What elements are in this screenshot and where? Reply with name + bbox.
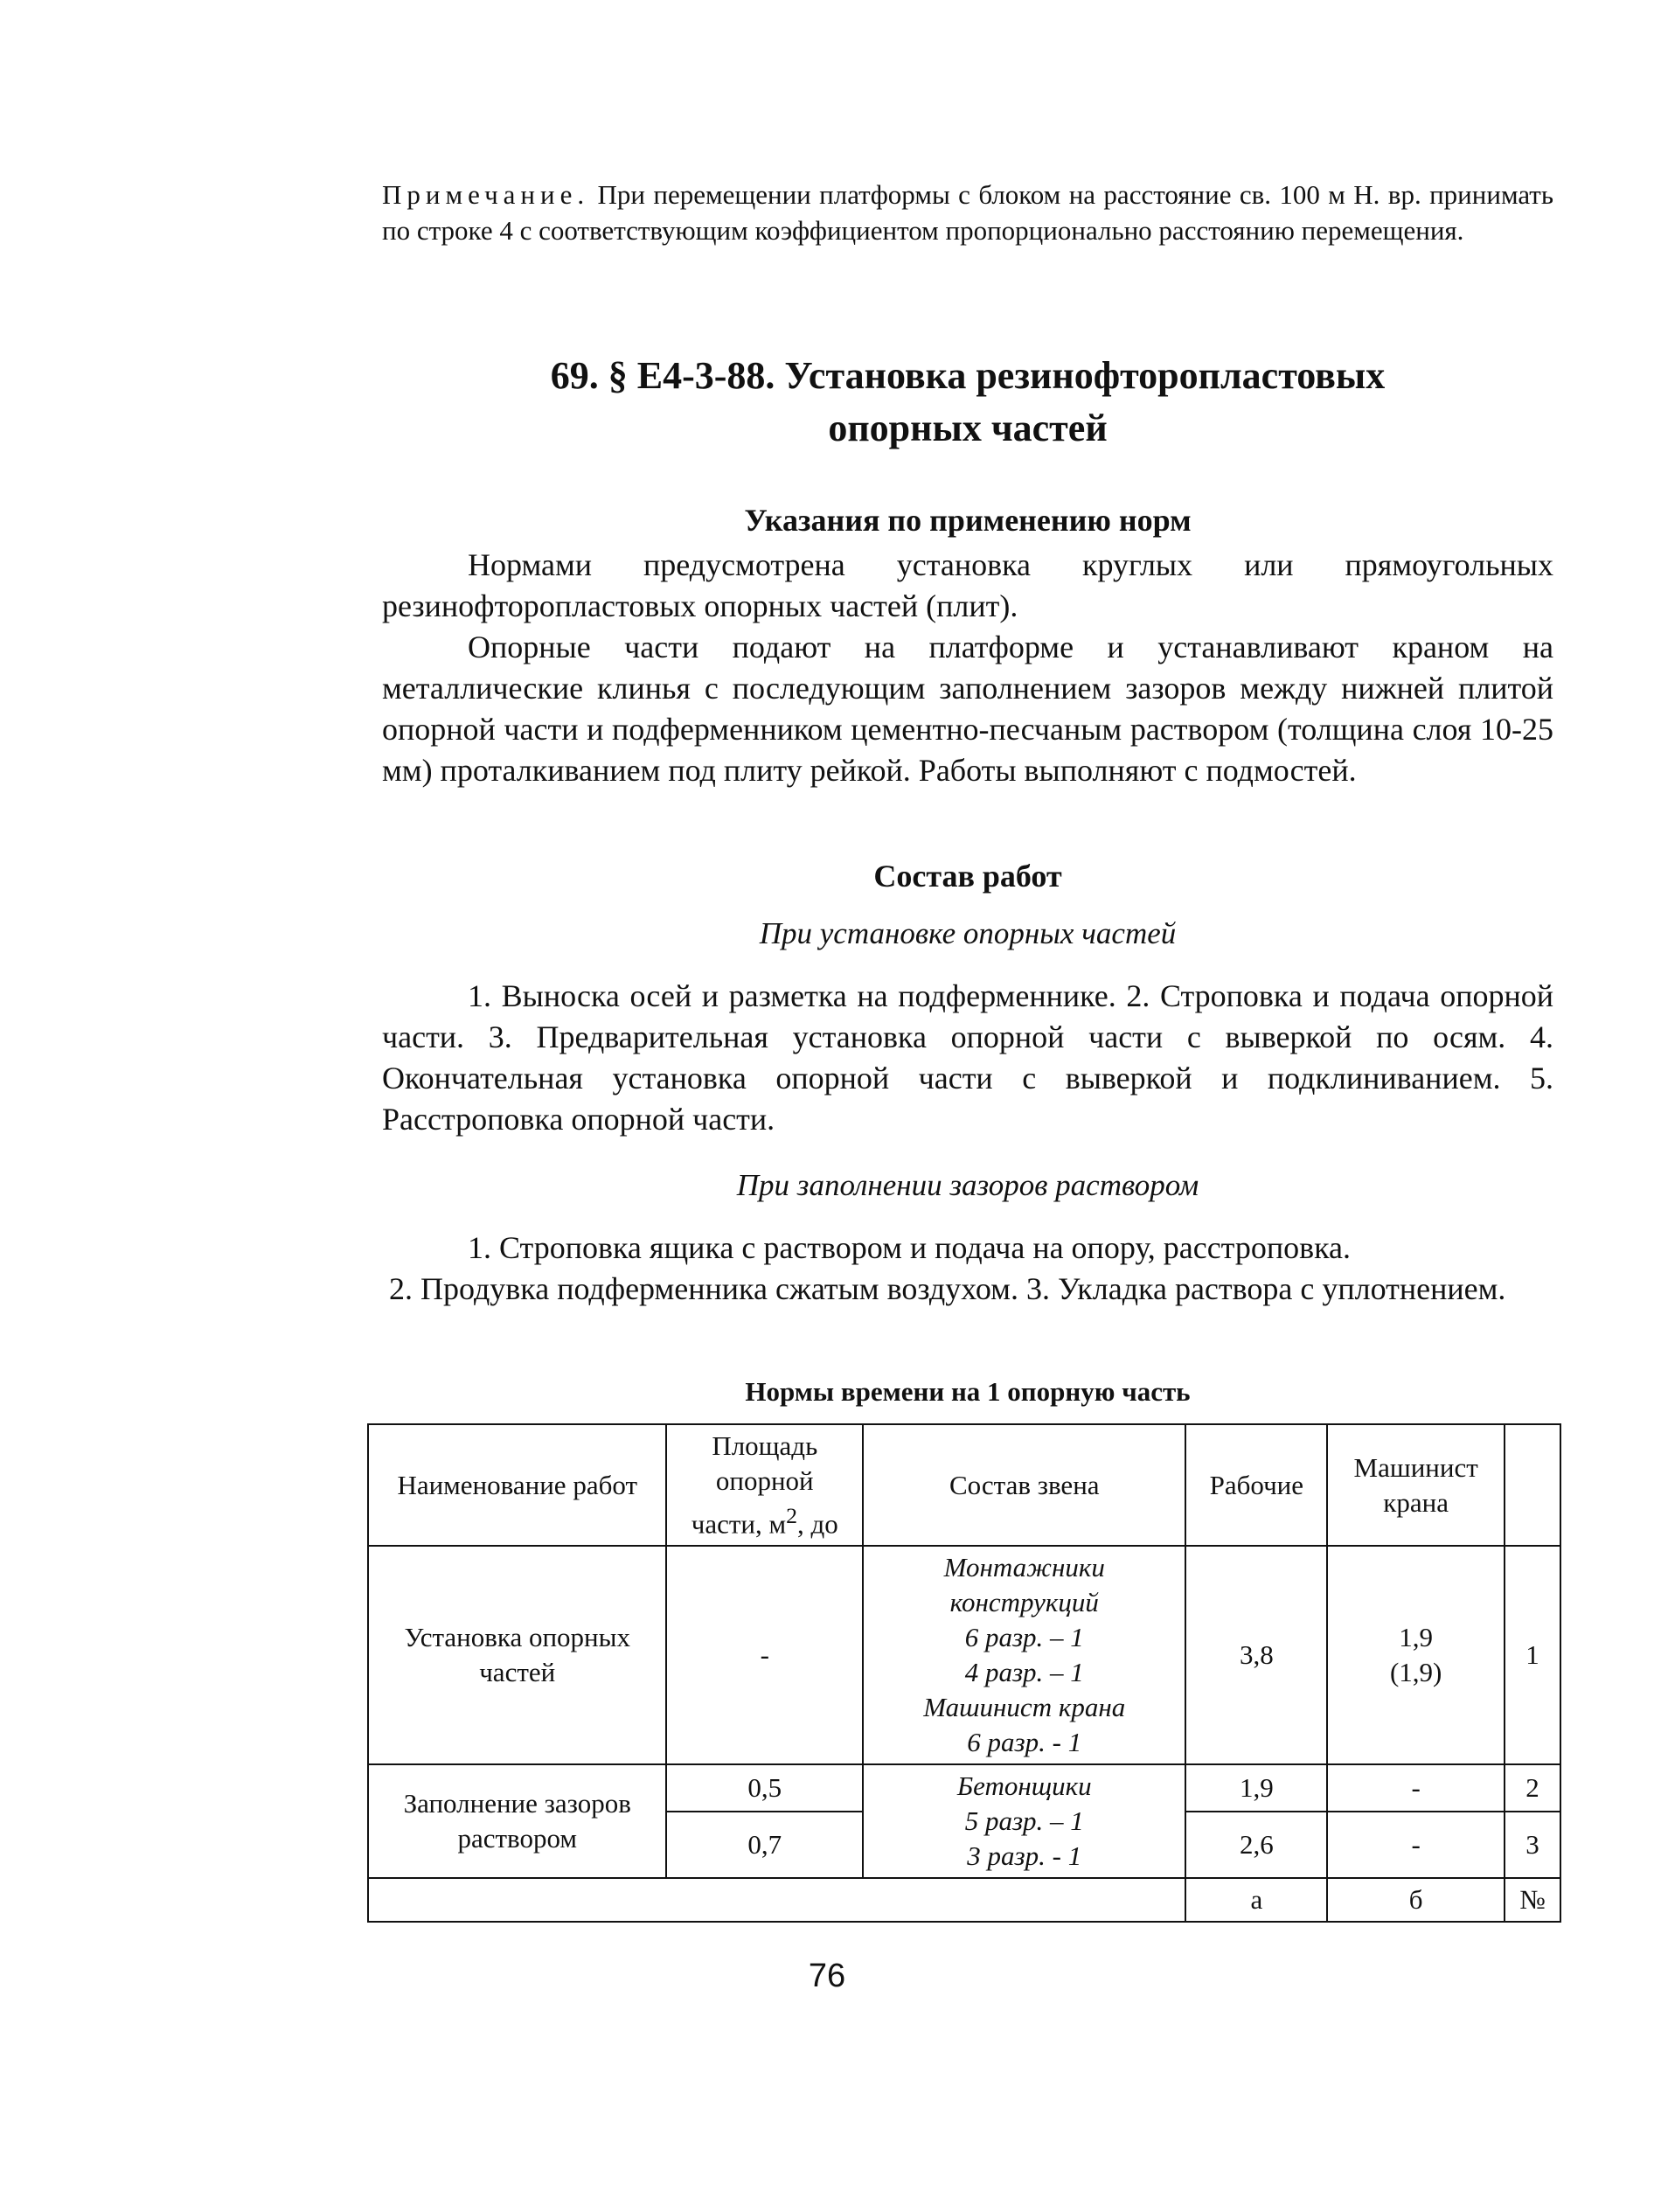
row1-workers: 3,8 [1185,1546,1327,1764]
group2-crew-line2: 5 разр. – 1 [964,1805,1084,1837]
table-row [368,1764,1560,1811]
norms-table [367,1423,1561,1923]
note-paragraph [382,177,1553,248]
note-text: При перемещении платформы с блоком на расстояние св. 100 м Н. вр. принимать по строке 4 с соответствующим коэффициентом пропорционально расстоянию перемещения. [382,179,1553,246]
row1-crew-line4: 4 разр. – 1 [964,1657,1084,1688]
guidelines-paragraph-2: Опорные части подают на платформе и устанавливают краном на металлические клинья с последующим заполнением зазоров между нижней плитой опорной части и подферменником цементно-песчаным раствором (толщина слоя 10-25 мм) проталкиванием под плиту рейкой. Работы выполняют с подмостей. [382,630,1553,788]
row1-number: 1 [1505,1546,1560,1764]
row3-area: 0,7 [666,1812,863,1879]
row1-area: - [666,1546,863,1764]
row1-crew-line5: Машинист крана [923,1692,1126,1723]
row1-work-name: Установка опорных частей [368,1546,666,1764]
row1-crane-operator [1327,1546,1505,1764]
header-crew: Состав звена [863,1424,1185,1546]
work-filling-steps-1: 1. Строповка ящика с раствором и подача на опору, расстроповка. [468,1230,1352,1265]
row1-crew-line6: 6 разр. - 1 [967,1727,1082,1758]
group2-crew-line1: Бетонщики [956,1770,1092,1802]
row3-number: 3 [1505,1812,1560,1879]
header-work-name: Наименование работ [368,1424,666,1546]
table-footer-row [368,1878,1560,1922]
work-subheading-installation: При установке опорных частей [759,916,1177,950]
row2-crane-operator: - [1327,1764,1505,1811]
guidelines-heading: Указания по применению норм [744,503,1192,538]
header-area-line2: опорной [715,1465,814,1496]
row2-area: 0,5 [666,1764,863,1811]
footer-col-a: а [1185,1878,1327,1922]
row1-crew-line1: Монтажники [943,1552,1105,1583]
header-area-line1: Площадь [712,1430,818,1461]
row1-crew-line3: 6 разр. – 1 [964,1622,1084,1653]
table-caption: Нормы времени на 1 опорную часть [745,1376,1191,1407]
guidelines-paragraph-1: Нормами предусмотрена установка круглых или прямоугольных резинофторопластовых опорных частей (плит). [382,547,1553,623]
row1-crew-line2: конструкций [949,1587,1099,1618]
row1-crew [863,1546,1185,1764]
row2-number: 2 [1505,1764,1560,1811]
table-row [368,1546,1560,1764]
work-composition-heading: Состав работ [873,859,1062,894]
header-workers: Рабочие [1185,1424,1327,1546]
header-area-unit: части, м [691,1508,787,1540]
footer-col-number: № [1505,1878,1560,1922]
header-crane-operator: Машинист крана [1327,1424,1505,1546]
header-area-line3 [672,1499,857,1541]
work-subheading-filling: При заполнении зазоров раствором [736,1168,1199,1202]
row3-crane-operator: - [1327,1812,1505,1879]
header-area-suffix: , до [797,1508,838,1540]
row2-workers: 1,9 [1185,1764,1327,1811]
section-title-line1: 69. § Е4-3-88. Установка резинофторопластовых [550,354,1386,397]
row1-crane-operator-note: (1,9) [1389,1657,1442,1688]
note-lead: Примечание. [382,179,590,210]
work-installation-steps: 1. Выноска осей и разметка на подферменнике. 2. Строповка и подача опорной части. 3. Предварительная установка опорной части с выверкой по осям. 4. Окончательная установка опорной части с выверкой и подклиниванием. 5. Расстроповка опорной части. [382,978,1553,1137]
footer-empty-cell [368,1878,1185,1922]
header-area [666,1424,863,1546]
row1-crane-operator-value: 1,9 [1399,1622,1434,1653]
work-filling-steps-2: 2. Продувка подферменника сжатым воздухом. 3. Укладка раствора с уплотнением. [389,1271,1506,1306]
group2-crew [863,1764,1185,1878]
row3-workers: 2,6 [1185,1812,1327,1879]
section-title-line2: опорных частей [828,407,1108,449]
table-header-row [368,1424,1560,1546]
page-number: 76 [808,1958,846,1994]
group2-work-name: Заполнение зазоров раствором [368,1764,666,1878]
footer-col-b: б [1327,1878,1505,1922]
header-row-number [1505,1424,1560,1546]
group2-crew-line3: 3 разр. - 1 [967,1840,1082,1872]
section-title [382,350,1553,455]
header-area-exponent: 2 [786,1503,798,1528]
